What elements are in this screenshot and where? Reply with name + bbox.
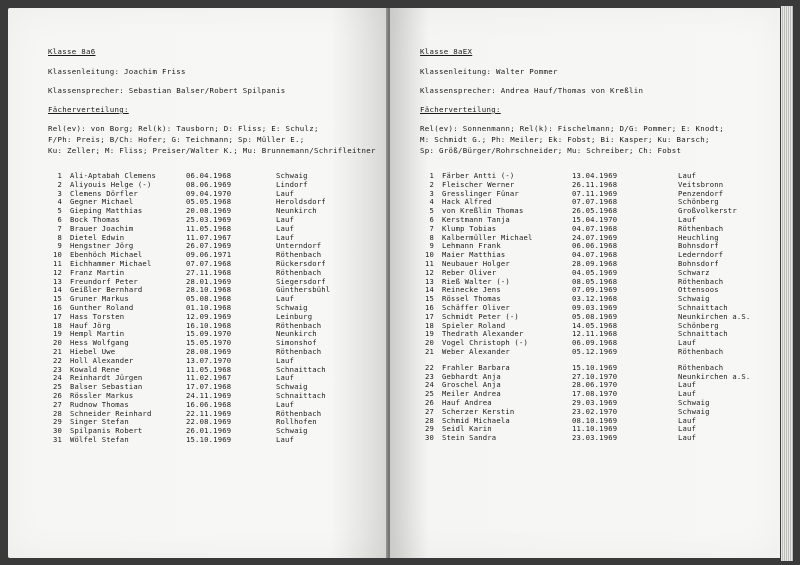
birth-date: 09.04.1970 — [186, 188, 232, 198]
birth-date: 06.06.1968 — [572, 241, 618, 251]
student-name: Clemens Dörfler — [70, 188, 138, 198]
row-number: 29 — [424, 424, 434, 434]
row-number: 3 — [429, 188, 434, 198]
student-name: Freundorf Peter — [70, 276, 138, 286]
row-number: 28 — [424, 415, 434, 425]
row-number: 4 — [57, 197, 62, 207]
student-name: Gebhardt Anja — [442, 371, 501, 381]
home-town: Ottensoos — [678, 285, 719, 295]
student-name: Geißler Bernhard — [70, 285, 143, 295]
home-town: Heuchling — [678, 232, 719, 242]
student-row — [48, 436, 366, 445]
left-page — [8, 8, 388, 558]
home-town: Rückersdorf — [276, 258, 326, 268]
home-town: Schwaig — [678, 397, 710, 407]
home-town: Simonshof — [276, 338, 317, 348]
birth-date: 22.11.1969 — [186, 408, 232, 418]
home-town: Neunkirch — [276, 329, 317, 339]
student-name: Gunther Roland — [70, 302, 134, 312]
home-town: Neunkirch — [276, 206, 317, 216]
home-town: Lauf — [678, 171, 697, 180]
student-name: Bock Thomas — [70, 214, 120, 224]
home-town: Schönberg — [678, 197, 719, 207]
home-town: Lauf — [276, 214, 295, 224]
row-number: 7 — [57, 223, 62, 233]
birth-date: 13.04.1969 — [572, 171, 618, 180]
home-town: Lauf — [276, 399, 295, 409]
birth-date: 08.05.1968 — [572, 276, 618, 286]
row-number: 29 — [52, 417, 62, 427]
student-name: Gieping Matthias — [70, 206, 143, 216]
student-name: Hiebel Uwe — [70, 346, 116, 356]
student-name: Vogel Christoph (-) — [442, 338, 529, 348]
row-number: 17 — [52, 311, 62, 321]
subject-line: Rel(ev): von Borg; Rel(k): Tausborn; D: Fliss; E: Schulz; — [48, 124, 319, 133]
home-town: Lauf — [276, 188, 295, 198]
student-name: Rössel Thomas — [442, 294, 501, 304]
row-number: 16 — [52, 302, 62, 312]
birth-date: 26.11.1968 — [572, 179, 618, 189]
student-name: Hess Wolfgang — [70, 338, 129, 348]
row-number: 5 — [429, 206, 434, 216]
row-number: 17 — [424, 311, 434, 321]
page-edges — [781, 6, 793, 561]
class-speaker: Klassensprecher: Sebastian Balser/Robert Spilpanis — [48, 86, 286, 95]
subject-line: Sp: Größ/Bürger/Rohrschneider; Mu: Schreiber; Ch: Fobst — [420, 146, 682, 155]
row-number: 6 — [57, 214, 62, 224]
row-number: 24 — [52, 373, 62, 383]
birth-date: 28.01.1969 — [186, 276, 232, 286]
student-name: Stein Sandra — [442, 433, 497, 443]
row-number: 2 — [429, 179, 434, 189]
birth-date: 26.07.1969 — [186, 241, 232, 251]
row-number: 22 — [52, 355, 62, 365]
birth-date: 17.07.1968 — [186, 382, 232, 392]
birth-date: 16.10.1968 — [186, 320, 232, 330]
student-name: Schneider Reinhard — [70, 408, 152, 418]
student-name: Reinecke Jens — [442, 285, 501, 295]
birth-date: 15.10.1969 — [572, 362, 618, 372]
row-number: 1 — [57, 171, 62, 180]
home-town: Schnaittach — [678, 302, 728, 312]
birth-date: 07.07.1968 — [572, 197, 618, 207]
row-number: 12 — [52, 267, 62, 277]
birth-date: 08.10.1969 — [572, 415, 618, 425]
student-name: Groschel Anja — [442, 380, 501, 390]
birth-date: 20.08.1969 — [186, 206, 232, 216]
birth-date: 12.09.1969 — [186, 311, 232, 321]
home-town: Lauf — [678, 380, 697, 390]
birth-date: 01.10.1968 — [186, 302, 232, 312]
student-row — [420, 348, 768, 357]
row-number: 30 — [424, 433, 434, 443]
home-town: Rollhofen — [276, 417, 317, 427]
home-town: Lauf — [678, 214, 697, 224]
home-town: Schwaig — [276, 382, 308, 392]
birth-date: 22.08.1969 — [186, 417, 232, 427]
home-town: Schwaig — [678, 294, 710, 304]
row-number: 15 — [52, 294, 62, 304]
student-name: Franz Martin — [70, 267, 125, 277]
birth-date: 04.07.1968 — [572, 223, 618, 233]
row-number: 27 — [52, 399, 62, 409]
birth-date: 15.04.1970 — [572, 214, 618, 224]
birth-date: 11.05.1968 — [186, 223, 232, 233]
subject-line: Rel(ev): Sonnenmann; Rel(k): Fischelmann; D/G: Pommer; E: Knodt; — [420, 124, 724, 133]
student-name: Dietel Edwin — [70, 232, 125, 242]
birth-date: 13.07.1970 — [186, 355, 232, 365]
student-name: Lehmann Frank — [442, 241, 501, 251]
home-town: Lauf — [276, 373, 295, 383]
birth-date: 26.01.1969 — [186, 426, 232, 436]
birth-date: 07.07.1968 — [186, 258, 232, 268]
row-number: 27 — [424, 406, 434, 416]
student-row — [420, 434, 768, 443]
row-number: 13 — [424, 276, 434, 286]
row-number: 2 — [57, 179, 62, 189]
birth-date: 24.07.1969 — [572, 232, 618, 242]
home-town: Schwaig — [678, 406, 710, 416]
birth-date: 04.05.1969 — [572, 267, 618, 277]
birth-date: 28.10.1968 — [186, 285, 232, 295]
birth-date: 04.07.1968 — [572, 250, 618, 260]
home-town: Röthenbach — [276, 408, 322, 418]
home-town: Röthenbach — [276, 267, 322, 277]
birth-date: 06.04.1968 — [186, 171, 232, 180]
birth-date: 15.05.1970 — [186, 338, 232, 348]
right-page — [390, 8, 780, 558]
student-name: Balser Sebastian — [70, 382, 143, 392]
home-town: Schwarz — [678, 267, 710, 277]
birth-date: 15.09.1970 — [186, 329, 232, 339]
home-town: Bohnsdorf — [678, 241, 719, 251]
birth-date: 23.02.1970 — [572, 406, 618, 416]
student-name: Hempl Martin — [70, 329, 125, 339]
row-number: 20 — [424, 338, 434, 348]
student-name: Maier Matthias — [442, 250, 506, 260]
birth-date: 29.03.1969 — [572, 397, 618, 407]
birth-date: 05.12.1969 — [572, 346, 618, 356]
subject-line: F/Ph: Preis; B/Ch: Hofer; G: Teichmann; Sp: Müller E.; — [48, 135, 305, 144]
home-town: Lauf — [678, 424, 697, 434]
home-town: Röthenbach — [276, 250, 322, 260]
student-name: Spieler Roland — [442, 320, 506, 330]
student-name: Rieß Walter (-) — [442, 276, 510, 286]
home-town: Lauf — [276, 232, 295, 242]
row-number: 10 — [424, 250, 434, 260]
row-number: 23 — [424, 371, 434, 381]
birth-date: 05.05.1968 — [186, 197, 232, 207]
row-number: 14 — [52, 285, 62, 295]
student-name: Kalbermüller Michael — [442, 232, 533, 242]
birth-date: 03.12.1968 — [572, 294, 618, 304]
row-number: 9 — [57, 241, 62, 251]
student-name: Schmidt Peter (-) — [442, 311, 519, 321]
row-number: 31 — [52, 434, 62, 444]
subject-heading: Fächerverteilung: — [48, 105, 129, 114]
student-name: Brauer Joachim — [70, 223, 134, 233]
student-name: von Kreßlin Thomas — [442, 206, 524, 216]
home-town: Siegersdorf — [276, 276, 326, 286]
birth-date: 27.10.1970 — [572, 371, 618, 381]
home-town: Unterndorf — [276, 241, 322, 251]
row-number: 13 — [52, 276, 62, 286]
birth-date: 27.11.1968 — [186, 267, 232, 277]
student-table — [420, 172, 768, 443]
row-number: 19 — [52, 329, 62, 339]
student-name: Hack Alfred — [442, 197, 492, 207]
student-name: Hauf Andrea — [442, 397, 492, 407]
birth-date: 09.03.1969 — [572, 302, 618, 312]
row-number: 25 — [52, 382, 62, 392]
home-town: Schnaittach — [276, 364, 326, 374]
home-town: Schwaig — [276, 302, 308, 312]
row-number: 6 — [429, 214, 434, 224]
home-town: Neunkirchen a.S. — [678, 371, 751, 381]
row-number: 1 — [429, 171, 434, 180]
student-name: Frahler Barbara — [442, 362, 510, 372]
student-table — [48, 172, 366, 445]
birth-date: 24.11.1969 — [186, 390, 232, 400]
row-number: 20 — [52, 338, 62, 348]
birth-date: 16.06.1968 — [186, 399, 232, 409]
row-number: 19 — [424, 329, 434, 339]
class-teacher: Klassenleitung: Walter Pommer — [420, 67, 558, 76]
row-number: 14 — [424, 285, 434, 295]
home-town: Leinburg — [276, 311, 313, 321]
home-town: Röthenbach — [678, 346, 724, 356]
student-name: Rudnow Thomas — [70, 399, 129, 409]
home-town: Schönberg — [678, 320, 719, 330]
birth-date: 05.08.1969 — [572, 311, 618, 321]
birth-date: 07.09.1969 — [572, 285, 618, 295]
row-number: 21 — [52, 346, 62, 356]
page-title: Klasse 8a6 — [48, 47, 96, 56]
student-name: Reber Oliver — [442, 267, 497, 277]
student-name: Färber Antti (-) — [442, 171, 515, 180]
home-town: Bohnsdorf — [678, 258, 719, 268]
student-name: Ali-Aptabah Clemens — [70, 171, 157, 180]
home-town: Lauf — [678, 338, 697, 348]
student-name: Aliyouis Helge (-) — [70, 179, 152, 189]
student-name: Ebenhöch Michael — [70, 250, 143, 260]
student-name: Weber Alexander — [442, 346, 510, 356]
home-town: Lauf — [678, 389, 697, 399]
student-name: Scherzer Kerstin — [442, 406, 515, 416]
student-name: Holl Alexander — [70, 355, 134, 365]
subject-line: M: Schmidt G.; Ph: Meiler; Ek: Fobst; Bi: Kasper; Ku: Barsch; — [420, 135, 710, 144]
birth-date: 11.02.1967 — [186, 373, 232, 383]
student-name: Klump Tobias — [442, 223, 497, 233]
page-title: Klasse 8aEX — [420, 47, 473, 56]
home-town: Veitsbronn — [678, 179, 724, 189]
student-name: Gruner Markus — [70, 294, 129, 304]
birth-date: 09.06.1971 — [186, 250, 232, 260]
row-number: 8 — [429, 232, 434, 242]
home-town: Röthenbach — [276, 346, 322, 356]
home-town: Lauf — [276, 223, 295, 233]
row-number: 16 — [424, 302, 434, 312]
class-teacher: Klassenleitung: Joachim Friss — [48, 67, 186, 76]
birth-date: 25.03.1969 — [186, 214, 232, 224]
class-speaker: Klassensprecher: Andrea Hauf/Thomas von Kreßlin — [420, 86, 644, 95]
home-town: Schnaittach — [678, 329, 728, 339]
home-town: Lederndorf — [678, 250, 724, 260]
student-name: Thedrath Alexander — [442, 329, 524, 339]
row-number: 18 — [424, 320, 434, 330]
home-town: Röthenbach — [678, 223, 724, 233]
student-name: Rössler Markus — [70, 390, 134, 400]
student-name: Eichhammer Michael — [70, 258, 152, 268]
student-name: Neubauer Holger — [442, 258, 510, 268]
student-name: Kowald Rene — [70, 364, 120, 374]
student-name: Hauf Jörg — [70, 320, 111, 330]
row-number: 7 — [429, 223, 434, 233]
row-number: 11 — [52, 258, 62, 268]
row-number: 25 — [424, 389, 434, 399]
subject-line: Ku: Zeller; M: Fliss; Preiser/Walter K.; Mu: Brunnemann/Schrifleitner — [48, 146, 376, 155]
birth-date: 14.05.1968 — [572, 320, 618, 330]
row-number: 24 — [424, 380, 434, 390]
student-name: Gresslinger Fünar — [442, 188, 519, 198]
home-town: Penzendorf — [678, 188, 724, 198]
birth-date: 17.08.1970 — [572, 389, 618, 399]
student-name: Schmid Michaela — [442, 415, 510, 425]
row-number: 23 — [52, 364, 62, 374]
birth-date: 06.09.1968 — [572, 338, 618, 348]
row-number: 15 — [424, 294, 434, 304]
student-name: Wölfel Stefan — [70, 434, 129, 444]
student-name: Fleischer Werner — [442, 179, 515, 189]
row-number: 18 — [52, 320, 62, 330]
home-town: Schwaig — [276, 426, 308, 436]
home-town: Lauf — [276, 294, 295, 304]
home-town: Heroldsdorf — [276, 197, 326, 207]
home-town: Lauf — [678, 415, 697, 425]
student-name: Hass Torsten — [70, 311, 125, 321]
birth-date: 11.07.1967 — [186, 232, 232, 242]
row-number: 3 — [57, 188, 62, 198]
home-town: Lindorf — [276, 179, 308, 189]
row-number: 12 — [424, 267, 434, 277]
subject-heading: Fächerverteilung: — [420, 105, 501, 114]
row-number: 21 — [424, 346, 434, 356]
birth-date: 12.11.1968 — [572, 329, 618, 339]
birth-date: 11.10.1969 — [572, 424, 618, 434]
birth-date: 07.11.1969 — [572, 188, 618, 198]
home-town: Günthersbühl — [276, 285, 331, 295]
row-number: 10 — [52, 250, 62, 260]
home-town: Lauf — [276, 355, 295, 365]
student-name: Kerstmann Tanja — [442, 214, 510, 224]
birth-date: 11.05.1968 — [186, 364, 232, 374]
birth-date: 08.06.1969 — [186, 179, 232, 189]
student-name: Hengstner Jörg — [70, 241, 134, 251]
home-town: Lauf — [276, 434, 295, 444]
row-number: 28 — [52, 408, 62, 418]
row-number: 26 — [52, 390, 62, 400]
student-name: Spilpanis Robert — [70, 426, 143, 436]
row-number: 4 — [429, 197, 434, 207]
student-name: Schäffer Oliver — [442, 302, 510, 312]
student-name: Seidl Karin — [442, 424, 492, 434]
row-number: 8 — [57, 232, 62, 242]
student-name: Meiler Andrea — [442, 389, 501, 399]
home-town: Röthenbach — [276, 320, 322, 330]
birth-date: 28.09.1968 — [572, 258, 618, 268]
birth-date: 28.08.1969 — [186, 346, 232, 356]
row-number: 11 — [424, 258, 434, 268]
birth-date: 28.06.1970 — [572, 380, 618, 390]
birth-date: 05.08.1968 — [186, 294, 232, 304]
home-town: Röthenbach — [678, 362, 724, 372]
row-number: 30 — [52, 426, 62, 436]
birth-date: 15.10.1969 — [186, 434, 232, 444]
home-town: Schnaittach — [276, 390, 326, 400]
student-name: Reinhardt Jürgen — [70, 373, 143, 383]
student-name: Singer Stefan — [70, 417, 129, 427]
home-town: Großvolkerstr — [678, 206, 737, 216]
home-town: Lauf — [678, 433, 697, 443]
home-town: Schwaig — [276, 171, 308, 180]
row-number: 22 — [424, 362, 434, 372]
home-town: Neunkirchen a.S. — [678, 311, 751, 321]
row-number: 5 — [57, 206, 62, 216]
row-number: 26 — [424, 397, 434, 407]
row-number: 9 — [429, 241, 434, 251]
home-town: Röthenbach — [678, 276, 724, 286]
student-name: Gegner Michael — [70, 197, 134, 207]
birth-date: 26.05.1968 — [572, 206, 618, 216]
birth-date: 23.03.1969 — [572, 433, 618, 443]
